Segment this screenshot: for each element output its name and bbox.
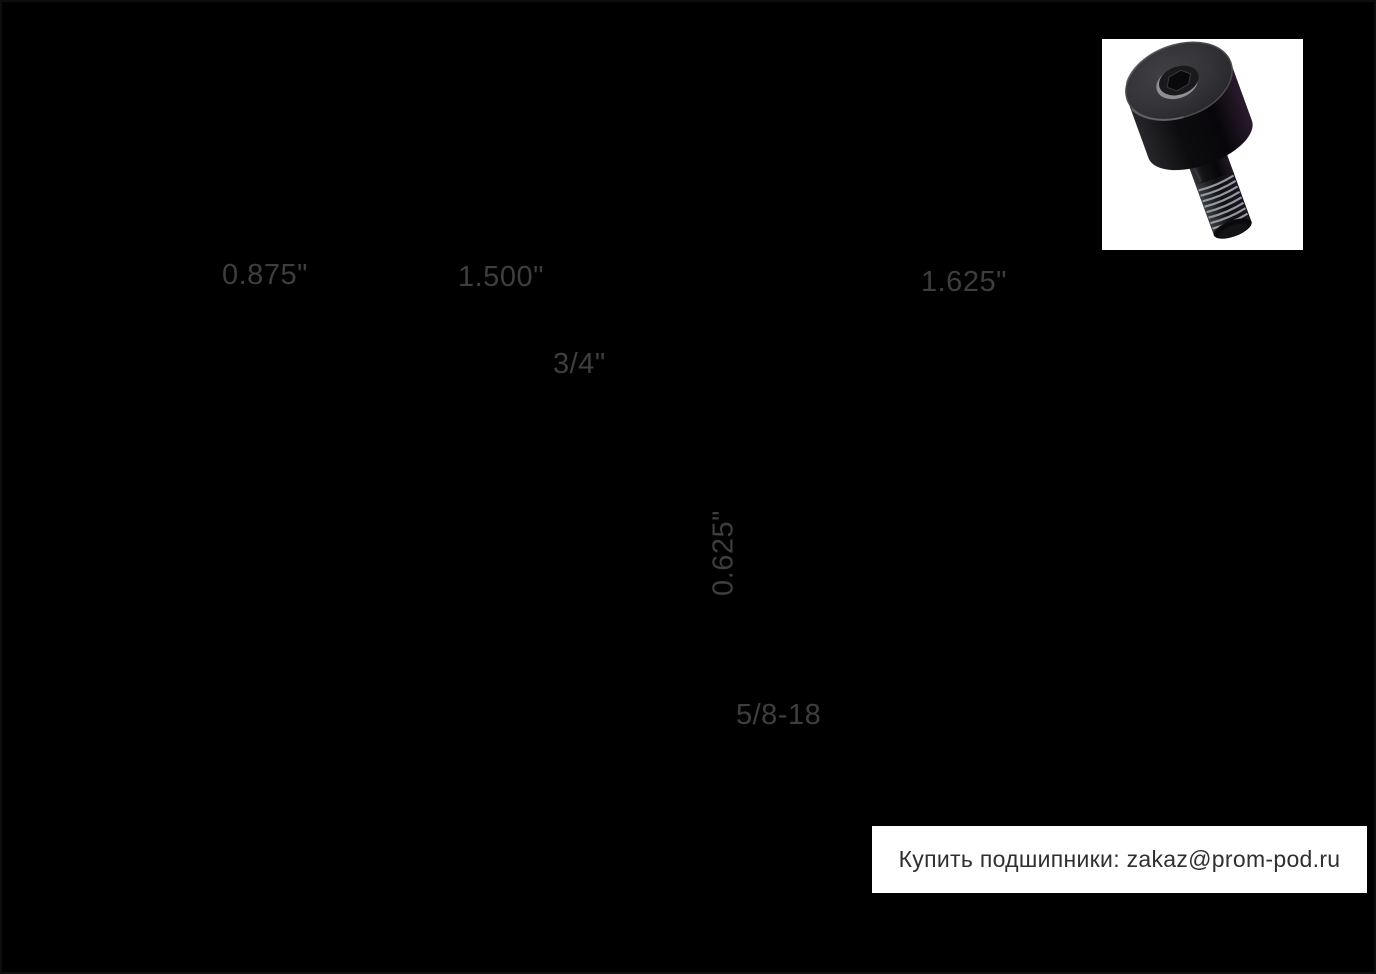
dimension-label-stud-length: 0.875" bbox=[222, 259, 308, 291]
dimension-label-roller-od: 3/4" bbox=[553, 348, 606, 380]
contact-banner bbox=[872, 826, 1367, 893]
dimension-label-thread-spec: 5/8-18 bbox=[736, 699, 822, 731]
dimension-label-stud-diameter: 0.625" bbox=[707, 510, 740, 596]
cam-follower-image bbox=[1102, 39, 1303, 250]
dimension-label-roller-width: 1.500" bbox=[458, 261, 544, 293]
contact-text: Купить подшипники: zakaz@prom-pod.ru bbox=[898, 846, 1341, 872]
dimension-label-overall-length: 1.625" bbox=[921, 266, 1007, 298]
product-photo bbox=[1102, 39, 1303, 250]
